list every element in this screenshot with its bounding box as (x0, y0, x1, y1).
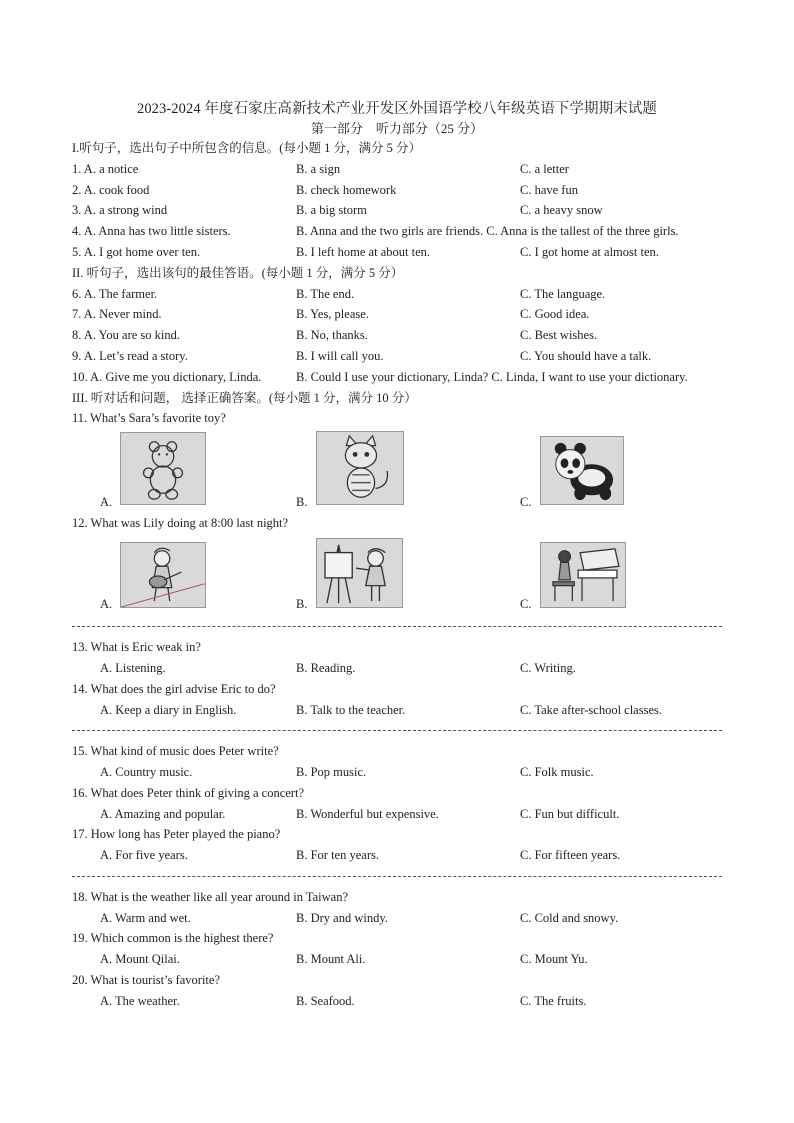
q16-question: 16. What does Peter think of giving a concert? (72, 786, 304, 800)
q19-question: 19. Which common is the highest there? (72, 931, 274, 945)
teddy-bear-picture (120, 432, 206, 505)
q12-label-a: A. (100, 597, 113, 611)
exam-title: 2023-2024 年度石家庄高新技术产业开发区外国语学校八年级英语下学期期末试题 (136, 101, 658, 117)
q13-option-c: C. Writing. (520, 661, 576, 675)
q18-question: 18. What is the weather like all year around in Taiwan? (72, 890, 348, 904)
q20-option-c: C. The fruits. (520, 994, 587, 1008)
q15-question: 15. What kind of music does Peter write? (72, 744, 279, 758)
divider (72, 876, 722, 877)
divider (72, 730, 722, 731)
q5-option-c: C. I got home at almost ten. (520, 245, 659, 259)
q8-option-b: B. No, thanks. (296, 328, 368, 342)
q11-label-b: B. (296, 495, 308, 509)
q19-option-b: B. Mount Ali. (296, 952, 366, 966)
q8-option-a: 8. A. You are so kind. (72, 328, 180, 342)
q4-option-bc: B. Anna and the two girls are friends. C. Anna is the tallest of the three girls. (296, 224, 679, 238)
q17-option-a: A. For five years. (100, 848, 188, 862)
q5-option-a: 5. A. I got home over ten. (72, 245, 201, 259)
q3-option-b: B. a big storm (296, 203, 367, 217)
q12-label-b: B. (296, 597, 308, 611)
q14-option-b: B. Talk to the teacher. (296, 703, 406, 717)
q12-label-c: C. (520, 597, 532, 611)
q11-label-a: A. (100, 495, 113, 509)
girl-painting-picture (316, 538, 403, 608)
q14-option-c: C. Take after-school classes. (520, 703, 662, 717)
kitten-picture (316, 431, 404, 505)
q3-option-c: C. a heavy snow (520, 203, 603, 217)
q13-question: 13. What is Eric weak in? (72, 640, 201, 654)
q1-option-b: B. a sign (296, 162, 341, 176)
q14-option-a: A. Keep a diary in English. (100, 703, 237, 717)
section-subtitle: 第一部分 听力部分（25 分） (310, 121, 484, 136)
q11-question: 11. What’s Sara’s favorite toy? (72, 411, 226, 425)
q16-option-a: A. Amazing and popular. (100, 807, 226, 821)
q12-question: 12. What was Lily doing at 8:00 last night? (72, 516, 289, 530)
q6-option-a: 6. A. The farmer. (72, 287, 158, 301)
girl-guitar-picture (120, 542, 206, 608)
q20-question: 20. What is tourist’s favorite? (72, 973, 221, 987)
q17-option-b: B. For ten years. (296, 848, 379, 862)
q1-option-c: C. a letter (520, 162, 569, 176)
q3-option-a: 3. A. a strong wind (72, 203, 168, 217)
section3-heading: III. 听对话和问题， 选择正确答案。(每小题 1 分，满分 10 分） (72, 391, 417, 405)
q1-option-a: 1. A. a notice (72, 162, 139, 176)
girl-piano-picture (540, 542, 626, 608)
q10-option-bc: B. Could I use your dictionary, Linda? C. Linda, I want to use your dictionary. (296, 370, 688, 384)
q9-option-c: C. You should have a talk. (520, 349, 652, 363)
q2-option-b: B. check homework (296, 183, 397, 197)
q20-option-b: B. Seafood. (296, 994, 355, 1008)
q15-option-c: C. Folk music. (520, 765, 594, 779)
q9-option-a: 9. A. Let’s read a story. (72, 349, 188, 363)
divider (72, 626, 722, 627)
q10-option-a: 10. A. Give me you dictionary, Linda. (72, 370, 262, 384)
q9-option-b: B. I will call you. (296, 349, 384, 363)
q15-option-a: A. Country music. (100, 765, 193, 779)
q18-option-c: C. Cold and snowy. (520, 911, 619, 925)
q13-option-b: B. Reading. (296, 661, 356, 675)
q19-option-a: A. Mount Qilai. (100, 952, 180, 966)
q19-option-c: C. Mount Yu. (520, 952, 588, 966)
q4-option-a: 4. A. Anna has two little sisters. (72, 224, 231, 238)
q7-option-a: 7. A. Never mind. (72, 307, 162, 321)
q18-option-b: B. Dry and windy. (296, 911, 388, 925)
q6-option-b: B. The end. (296, 287, 355, 301)
section2-heading: II. 听句子，选出该句的最佳答语。(每小题 1 分，满分 5 分） (72, 266, 404, 280)
q17-question: 17. How long has Peter played the piano? (72, 827, 281, 841)
panda-picture (540, 436, 624, 505)
q6-option-c: C. The language. (520, 287, 606, 301)
q16-option-b: B. Wonderful but expensive. (296, 807, 439, 821)
q8-option-c: C. Best wishes. (520, 328, 598, 342)
section1-heading: I.听句子，选出句子中所包含的信息。(每小题 1 分，满分 5 分） (72, 141, 421, 155)
q17-option-c: C. For fifteen years. (520, 848, 621, 862)
q18-option-a: A. Warm and wet. (100, 911, 191, 925)
q5-option-b: B. I left home at about ten. (296, 245, 430, 259)
q16-option-c: C. Fun but difficult. (520, 807, 620, 821)
q7-option-b: B. Yes, please. (296, 307, 369, 321)
q13-option-a: A. Listening. (100, 661, 166, 675)
q14-question: 14. What does the girl advise Eric to do? (72, 682, 276, 696)
q11-label-c: C. (520, 495, 532, 509)
q20-option-a: A. The weather. (100, 994, 180, 1008)
q2-option-a: 2. A. cook food (72, 183, 150, 197)
q15-option-b: B. Pop music. (296, 765, 367, 779)
q2-option-c: C. have fun (520, 183, 578, 197)
q7-option-c: C. Good idea. (520, 307, 590, 321)
